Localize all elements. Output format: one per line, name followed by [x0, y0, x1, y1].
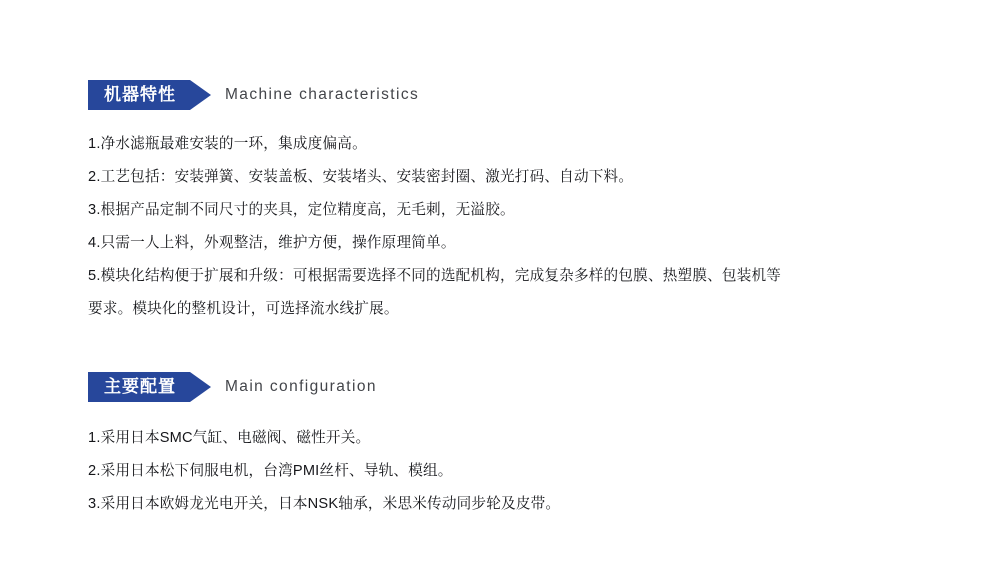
section-tag-badge: [88, 80, 190, 110]
body-line: 1.采用日本SMC气缸、电磁阀、磁性开关。: [88, 430, 371, 446]
tag-arrow-icon: [190, 80, 211, 110]
body-line: 1.净水滤瓶最难安装的一环，集成度偏高。: [88, 136, 367, 152]
section-heading-english: Machine characteristics: [225, 86, 420, 103]
section-tag-label: 机器特性: [104, 85, 176, 104]
tag-arrow-icon: [190, 372, 211, 402]
body-line: 3.采用日本欧姆龙光电开关，日本NSK轴承，米思米传动同步轮及皮带。: [88, 496, 561, 512]
section-body: [88, 422, 918, 521]
body-line: 2.采用日本松下伺服电机，台湾PMI丝杆、导轨、模组。: [88, 463, 453, 479]
section-tag-label: 主要配置: [104, 377, 176, 396]
section-machine-characteristics: [88, 80, 918, 326]
body-line: 3.根据产品定制不同尺寸的夹具，定位精度高，无毛刺，无溢胶。: [88, 202, 515, 218]
section-main-configuration: [88, 372, 918, 521]
body-line: 4.只需一人上料，外观整洁，维护方便，操作原理简单。: [88, 235, 456, 251]
section-tag-badge: [88, 372, 190, 402]
body-line: 5.模块化结构便于扩展和升级：可根据需要选择不同的选配机构，完成复杂多样的包膜、热塑膜、包装机等: [88, 268, 782, 284]
section-heading: [88, 80, 918, 110]
section-body: [88, 128, 918, 326]
section-heading-english: Main configuration: [225, 378, 377, 395]
body-line: 2.工艺包括：安装弹簧、安装盖板、安装堵头、安装密封圈、激光打码、自动下料。: [88, 169, 634, 185]
section-heading: [88, 372, 918, 402]
body-line: 要求。模块化的整机设计，可选择流水线扩展。: [88, 301, 399, 317]
